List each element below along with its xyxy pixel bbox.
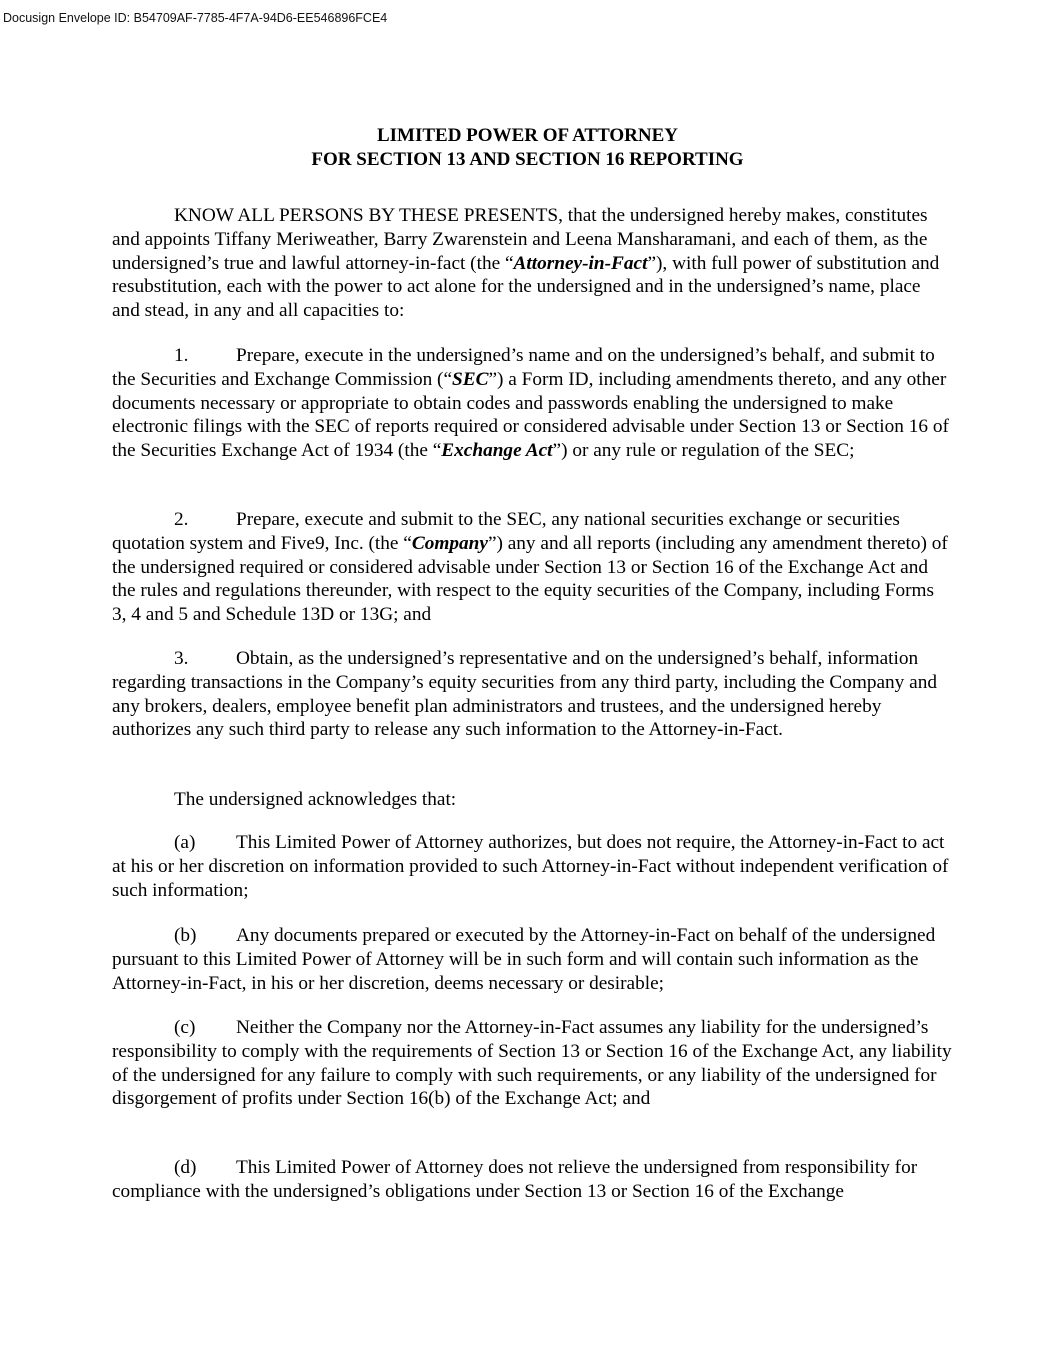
- ack-d-label: (d): [174, 1157, 197, 1178]
- document-title-line2: FOR SECTION 13 AND SECTION 16 REPORTING: [311, 149, 744, 170]
- ack-b-label: (b): [174, 925, 197, 946]
- ack-a-label: (a): [174, 832, 196, 853]
- item-1-number: 1.: [174, 345, 189, 366]
- ack-c-paragraph: (c) Neither the Company nor the Attorney-in-Fact assumes any liability for the undersigned’s responsibility to comply with the requirements of Section 13 or Section 16 of the Exchange Act, any liability of the undersigned for any failure to comply with such requirements, or any liability of the undersigned for disgorgement of profits under Section 16(b) of the Exchange Act; and: [112, 1017, 952, 1110]
- defined-term-sec: SEC: [452, 368, 489, 390]
- ack-b-paragraph: (b) Any documents prepared or executed by the Attorney-in-Fact on behalf of the undersigned pursuant to this Limited Power of Attorney will be in such form and will contain such information as the Attorney-in-Fact, in his or her discretion, deems necessary or desirable;: [112, 925, 936, 994]
- item-2-paragraph: 2. Prepare, execute and submit to the SEC, any national securities exchange or securities quotation system and Five9, Inc. (the “Company”) any and all reports (including any amendment thereto) of the undersigned required or considered advisable under Section 13 or Section 16 of the Exchange Act and the rules and regulations thereunder, with respect to the equity securities of the Company, including Forms 3, 4 and 5 and Schedule 13D or 13G; and: [112, 509, 948, 626]
- defined-term-exchange-act: Exchange Act: [441, 440, 553, 462]
- item-3-number: 3.: [174, 648, 189, 669]
- docusign-envelope-id: Docusign Envelope ID: B54709AF-7785-4F7A-94D6-EE546896FCE4: [3, 11, 388, 25]
- defined-term-company: Company: [411, 532, 488, 554]
- item-1-paragraph: 1. Prepare, execute in the undersigned’s name and on the undersigned’s behalf, and submit to the Securities and Exchange Commission (“SEC”) a Form ID, including amendments thereto, and any other documents necessary or appropriate to obtain codes and passwords enabling the undersigned to make electronic filings with the SEC of reports required or considered advisable under Section 13 or Section 16 of the Securities Exchange Act of 1934 (the “Exchange Act”) or any rule or regulation of the SEC;: [112, 345, 949, 462]
- defined-term-attorney-in-fact: Attorney-in-Fact: [513, 252, 648, 274]
- item-3-paragraph: 3. Obtain, as the undersigned’s representative and on the undersigned’s behalf, information regarding transactions in the Company’s equity securities from any third party, including the Company and any brokers, dealers, employee benefit plan administrators and trustees, and the undersigned hereby authorizes any such third party to release any such information to the Attorney-in-Fact.: [112, 648, 937, 741]
- acknowledges-paragraph: The undersigned acknowledges that:: [174, 789, 457, 810]
- item-2-number: 2.: [174, 509, 189, 530]
- intro-paragraph: KNOW ALL PERSONS BY THESE PRESENTS, that the undersigned hereby makes, constitutes and appoints Tiffany Meriweather, Barry Zwarenstein and Leena Mansharamani, and each of them, as the undersigned’s true and lawful attorney-in-fact (the “Attorney-in-Fact”), with full power of substitution and resubstitution, each with the power to act alone for the undersigned and in the undersigned’s name, place and stead, in any and all capacities to:: [112, 205, 940, 322]
- ack-a-paragraph: (a) This Limited Power of Attorney authorizes, but does not require, the Attorney-in-Fact to act at his or her discretion on information provided to such Attorney-in-Fact without independent verification of such information;: [112, 832, 949, 901]
- ack-c-label: (c): [174, 1017, 196, 1038]
- document-title-line1: LIMITED POWER OF ATTORNEY: [376, 125, 679, 146]
- ack-d-paragraph: (d) This Limited Power of Attorney does not relieve the undersigned from responsibility for compliance with the undersigned’s obligations under Section 13 or Section 16 of the Exchange: [112, 1157, 918, 1202]
